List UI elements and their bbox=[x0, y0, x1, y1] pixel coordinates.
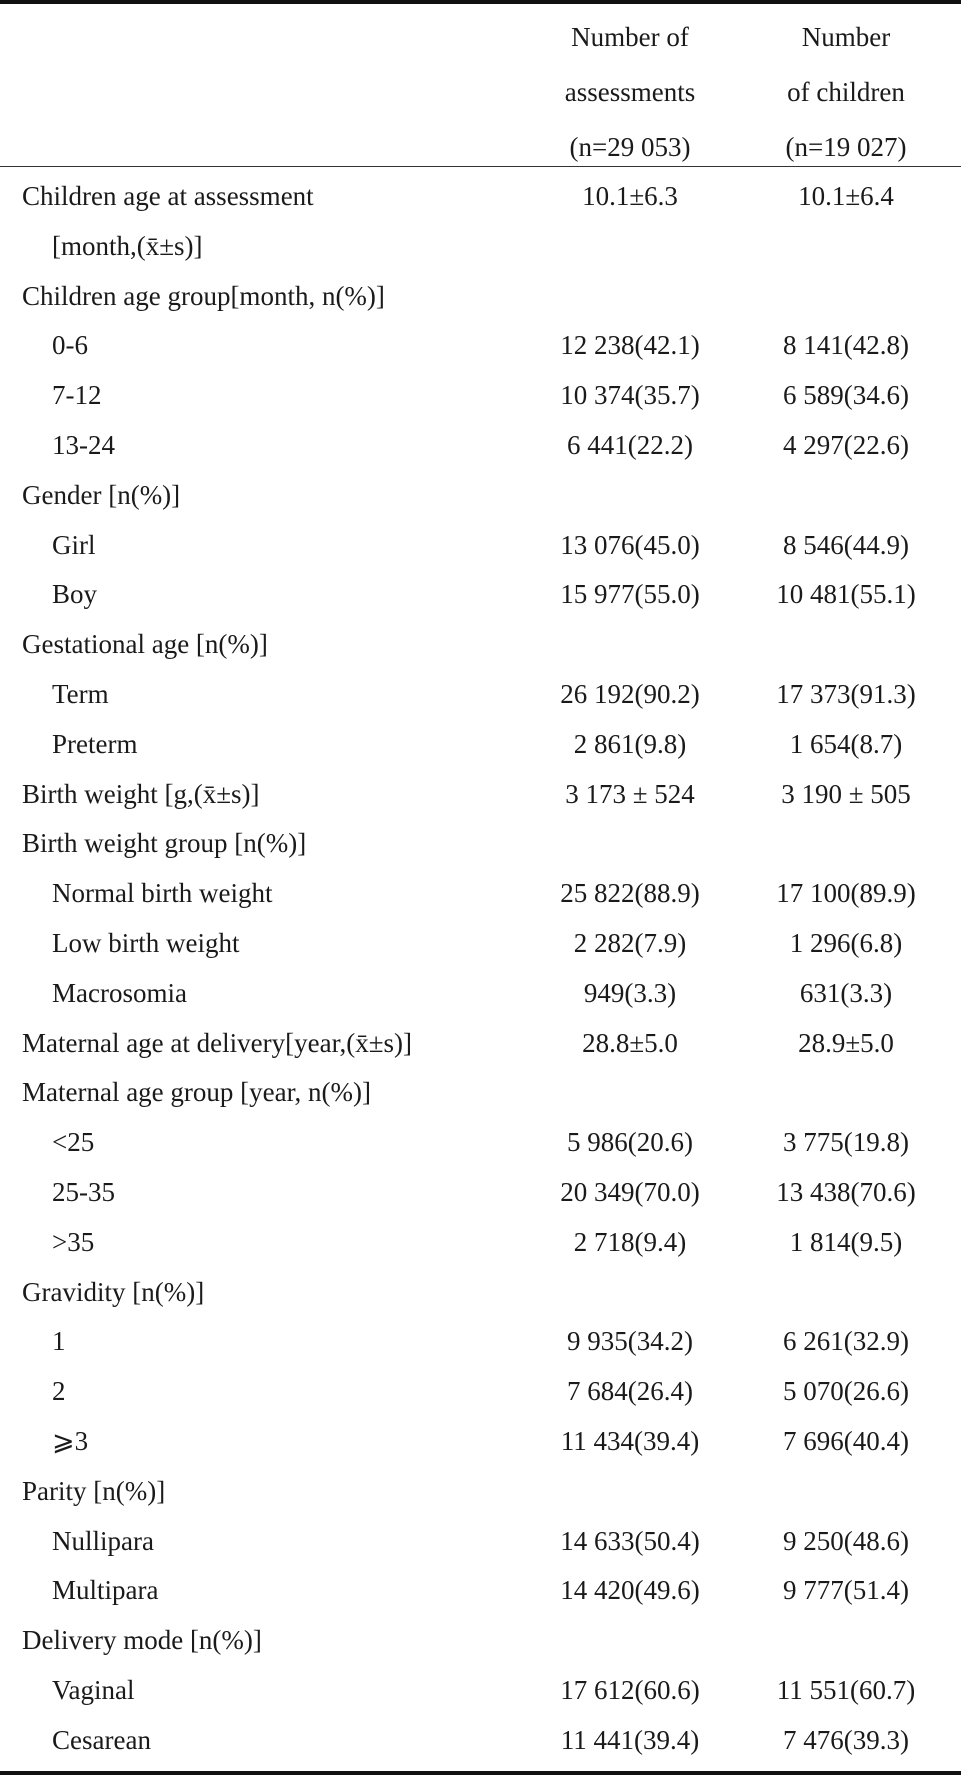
row-label: Normal birth weight bbox=[52, 878, 273, 909]
row-label: 0-6 bbox=[52, 330, 88, 361]
table-row bbox=[0, 1218, 961, 1268]
table-row bbox=[0, 1517, 961, 1567]
table-row bbox=[0, 1168, 961, 1218]
assessments-value: 26 192(90.2) bbox=[560, 678, 700, 709]
assessments-value: 17 612(60.6) bbox=[560, 1674, 700, 1705]
table-row bbox=[0, 720, 961, 770]
column-header-assessments bbox=[520, 10, 740, 175]
row-label: Macrosomia bbox=[52, 977, 187, 1008]
row-label: Birth weight [g,(x̄±s)] bbox=[22, 778, 260, 809]
row-label: Girl bbox=[52, 529, 96, 560]
table-row bbox=[0, 1367, 961, 1417]
table-body bbox=[0, 172, 961, 1766]
table-row bbox=[0, 570, 961, 620]
table-row bbox=[0, 670, 961, 720]
children-value: 9 777(51.4) bbox=[783, 1575, 909, 1606]
table-row bbox=[0, 1019, 961, 1069]
assessments-value: 7 684(26.4) bbox=[567, 1376, 693, 1407]
row-label: Birth weight group [n(%)] bbox=[22, 828, 307, 859]
children-value: 3 775(19.8) bbox=[783, 1127, 909, 1158]
row-label: Gestational age [n(%)] bbox=[22, 629, 268, 660]
row-label: Nullipara bbox=[52, 1525, 154, 1556]
row-label: 2 bbox=[52, 1376, 66, 1407]
assessments-value: 949(3.3) bbox=[583, 977, 677, 1008]
table-row bbox=[0, 1716, 961, 1766]
row-label: Cesarean bbox=[52, 1724, 151, 1755]
table-row bbox=[0, 1666, 961, 1716]
assessments-value: 14 633(50.4) bbox=[560, 1525, 700, 1556]
table-row bbox=[0, 371, 961, 421]
children-value: 6 261(32.9) bbox=[783, 1326, 909, 1357]
row-label: ⩾3 bbox=[52, 1425, 89, 1456]
row-label: Boy bbox=[52, 579, 98, 610]
table-row bbox=[0, 521, 961, 571]
assessments-value: 10.1±6.3 bbox=[582, 181, 678, 211]
children-value: 8 546(44.9) bbox=[783, 529, 909, 560]
column-header-children bbox=[740, 10, 952, 175]
table-row bbox=[0, 321, 961, 371]
children-value: 3 190 ± 505 bbox=[781, 778, 911, 809]
row-label: Preterm bbox=[52, 728, 138, 759]
assessments-value: 11 434(39.4) bbox=[560, 1425, 700, 1456]
header-divider-rule bbox=[0, 166, 961, 167]
children-value: 9 250(48.6) bbox=[783, 1525, 909, 1556]
assessments-value: 5 986(20.6) bbox=[567, 1127, 693, 1158]
children-value: 7 696(40.4) bbox=[783, 1425, 909, 1456]
row-label: Maternal age at delivery[year,(x̄±s)] bbox=[22, 1027, 413, 1058]
children-value: 6 589(34.6) bbox=[783, 380, 909, 411]
table-bottom-rule bbox=[0, 1771, 961, 1775]
table-row bbox=[0, 1317, 961, 1367]
row-label: Gravidity [n(%)] bbox=[22, 1276, 205, 1307]
assessments-value: 10 374(35.7) bbox=[560, 380, 700, 411]
row-label: Children age at assessment bbox=[22, 181, 314, 211]
row-label: Gender [n(%)] bbox=[22, 479, 181, 510]
children-value: 1 296(6.8) bbox=[789, 927, 903, 958]
table-row bbox=[0, 272, 961, 322]
table-row bbox=[0, 421, 961, 471]
children-value: 10 481(55.1) bbox=[776, 579, 916, 610]
table-row bbox=[0, 819, 961, 869]
children-value: 631(3.3) bbox=[799, 977, 893, 1008]
assessments-value: 14 420(49.6) bbox=[560, 1575, 700, 1606]
table-row bbox=[0, 620, 961, 670]
children-value: 10.1±6.4 bbox=[798, 181, 894, 211]
children-value: 17 373(91.3) bbox=[776, 678, 916, 709]
table-row bbox=[0, 869, 961, 919]
table-row bbox=[0, 969, 961, 1019]
column-header-line: of children bbox=[787, 77, 905, 107]
assessments-value: 2 861(9.8) bbox=[573, 728, 687, 759]
assessments-value: 20 349(70.0) bbox=[560, 1176, 700, 1207]
table-row bbox=[0, 1268, 961, 1318]
table-row bbox=[0, 471, 961, 521]
children-value: 7 476(39.3) bbox=[783, 1724, 909, 1755]
table-row bbox=[0, 1118, 961, 1168]
assessments-value: 2 282(7.9) bbox=[573, 927, 687, 958]
row-label: Maternal age group [year, n(%)] bbox=[22, 1077, 371, 1108]
row-label: Term bbox=[52, 678, 109, 709]
table-row bbox=[0, 172, 961, 222]
row-label: >35 bbox=[52, 1226, 95, 1257]
children-value: 13 438(70.6) bbox=[776, 1176, 916, 1207]
children-value: 1 814(9.5) bbox=[789, 1226, 903, 1257]
table-row bbox=[0, 1068, 961, 1118]
column-header-line: (n=29 053) bbox=[569, 132, 691, 162]
assessments-value: 2 718(9.4) bbox=[573, 1226, 687, 1257]
row-label: Delivery mode [n(%)] bbox=[22, 1625, 262, 1656]
assessments-value: 13 076(45.0) bbox=[560, 529, 700, 560]
row-label: 25-35 bbox=[52, 1176, 115, 1207]
column-header-line: Number of bbox=[571, 22, 689, 52]
table-row bbox=[0, 222, 961, 272]
children-value: 17 100(89.9) bbox=[776, 878, 916, 909]
assessments-value: 12 238(42.1) bbox=[560, 330, 700, 361]
children-value: 11 551(60.7) bbox=[776, 1674, 916, 1705]
assessments-value: 11 441(39.4) bbox=[560, 1724, 700, 1755]
table-top-rule bbox=[0, 0, 961, 4]
assessments-value: 9 935(34.2) bbox=[567, 1326, 693, 1357]
table-row bbox=[0, 1616, 961, 1666]
table-row bbox=[0, 770, 961, 820]
assessments-value: 6 441(22.2) bbox=[567, 429, 693, 460]
row-label: Children age group[month, n(%)] bbox=[22, 280, 385, 311]
children-value: 5 070(26.6) bbox=[783, 1376, 909, 1407]
row-label: <25 bbox=[52, 1127, 95, 1158]
assessments-value: 3 173 ± 524 bbox=[565, 778, 695, 809]
assessments-value: 15 977(55.0) bbox=[560, 579, 700, 610]
column-header-line: assessments bbox=[564, 77, 696, 107]
children-value: 1 654(8.7) bbox=[789, 728, 903, 759]
assessments-value: 25 822(88.9) bbox=[560, 878, 700, 909]
assessments-value: 28.8±5.0 bbox=[582, 1027, 678, 1058]
children-value: 28.9±5.0 bbox=[798, 1027, 894, 1058]
table-row bbox=[0, 1467, 961, 1517]
row-label: Multipara bbox=[52, 1575, 159, 1606]
row-label: 1 bbox=[52, 1326, 66, 1357]
row-label: [month,(x̄±s)] bbox=[52, 230, 203, 261]
table-row bbox=[0, 919, 961, 969]
row-label: 13-24 bbox=[52, 429, 115, 460]
children-value: 4 297(22.6) bbox=[783, 429, 909, 460]
row-label: Vaginal bbox=[52, 1674, 135, 1705]
column-header-line: Number bbox=[801, 22, 891, 52]
table-row bbox=[0, 1566, 961, 1616]
row-label: Low birth weight bbox=[52, 927, 240, 958]
table-row bbox=[0, 1417, 961, 1467]
row-label: 7-12 bbox=[52, 380, 102, 411]
column-header-line: (n=19 027) bbox=[785, 132, 907, 162]
row-label: Parity [n(%)] bbox=[22, 1475, 166, 1506]
children-value: 8 141(42.8) bbox=[783, 330, 909, 361]
